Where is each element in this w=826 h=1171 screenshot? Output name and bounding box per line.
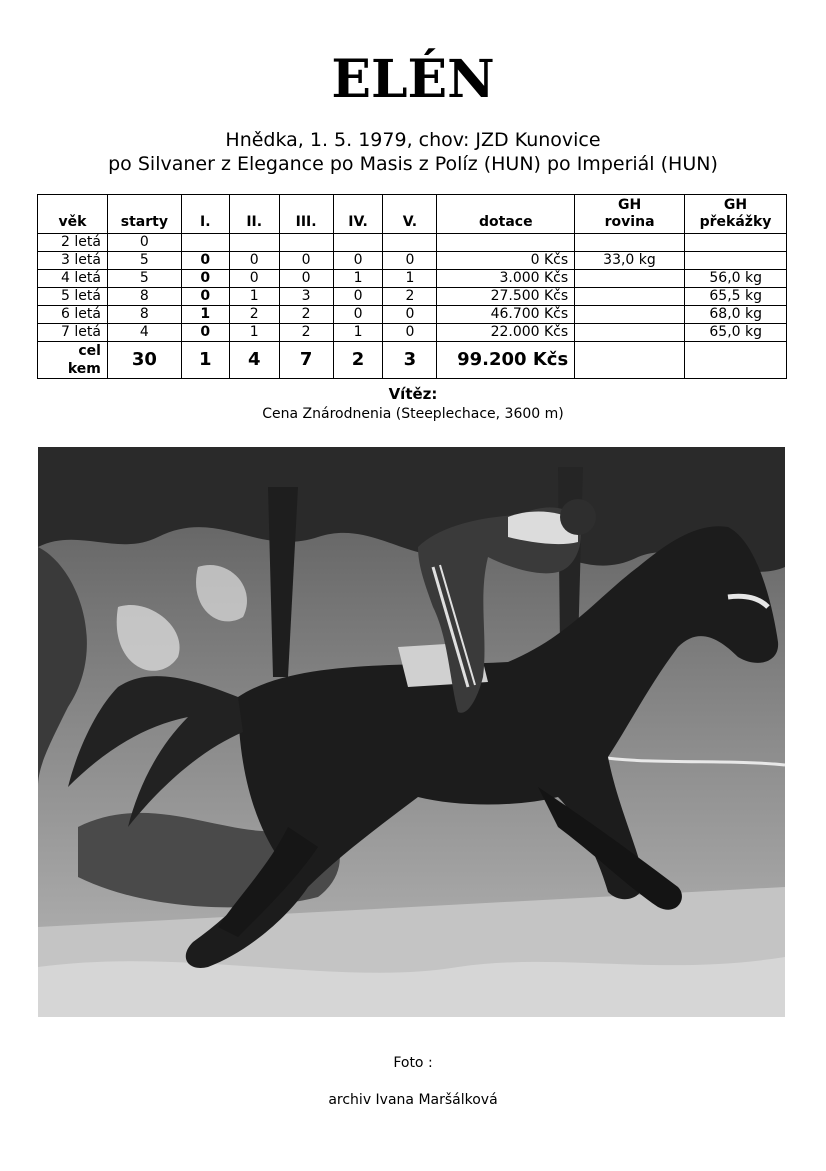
cell-money: 27.500 Kčs bbox=[437, 288, 575, 306]
table-row bbox=[38, 306, 787, 324]
header-flat bbox=[575, 195, 685, 234]
cell-flat bbox=[575, 288, 685, 306]
cell-flat bbox=[575, 234, 685, 252]
cell-place-3: 3 bbox=[279, 288, 333, 306]
header-flat-top: GH bbox=[617, 197, 642, 213]
cell-jump: 56,0 kg bbox=[685, 270, 787, 288]
horse-info-line: Hnědka, 1. 5. 1979, chov: JZD Kunovice bbox=[225, 129, 601, 151]
header-place-4: IV. bbox=[333, 195, 383, 234]
cell-place-4: 0 bbox=[333, 306, 383, 324]
cell-place-3 bbox=[279, 234, 333, 252]
cell-place-3: 2 bbox=[279, 324, 333, 342]
total-label: cel kem bbox=[38, 342, 108, 379]
table-row bbox=[38, 270, 787, 288]
total-place-5: 3 bbox=[383, 342, 437, 379]
cell-place-4 bbox=[333, 234, 383, 252]
cell-starts: 4 bbox=[107, 324, 181, 342]
cell-money: 22.000 Kčs bbox=[437, 324, 575, 342]
total-place-1: 1 bbox=[181, 342, 229, 379]
header-money: dotace bbox=[437, 195, 575, 234]
cell-money: 3.000 Kčs bbox=[437, 270, 575, 288]
cell-place-5: 1 bbox=[383, 270, 437, 288]
cell-jump: 65,0 kg bbox=[685, 324, 787, 342]
cell-flat bbox=[575, 270, 685, 288]
cell-place-1: 0 bbox=[181, 252, 229, 270]
cell-place-1 bbox=[181, 234, 229, 252]
cell-place-3: 0 bbox=[279, 252, 333, 270]
photo-label: Foto : bbox=[393, 1055, 433, 1071]
cell-age: 2 letá bbox=[38, 234, 108, 252]
cell-place-5 bbox=[383, 234, 437, 252]
cell-place-1: 0 bbox=[181, 324, 229, 342]
cell-age: 4 letá bbox=[38, 270, 108, 288]
cell-place-2: 0 bbox=[229, 270, 279, 288]
horse-name: ELÉN bbox=[331, 49, 495, 110]
horse-photo bbox=[38, 447, 785, 1017]
total-flat bbox=[575, 342, 685, 379]
cell-place-2: 1 bbox=[229, 324, 279, 342]
total-place-4: 2 bbox=[333, 342, 383, 379]
header-age: věk bbox=[38, 195, 108, 234]
cell-age: 6 letá bbox=[38, 306, 108, 324]
winner-race: Cena Znárodnenia (Steeplechace, 3600 m) bbox=[262, 406, 564, 422]
cell-starts: 5 bbox=[107, 270, 181, 288]
cell-place-5: 2 bbox=[383, 288, 437, 306]
cell-place-1: 0 bbox=[181, 270, 229, 288]
cell-place-1: 1 bbox=[181, 306, 229, 324]
cell-flat bbox=[575, 306, 685, 324]
total-place-2: 4 bbox=[229, 342, 279, 379]
cell-place-4: 1 bbox=[333, 324, 383, 342]
cell-jump: 65,5 kg bbox=[685, 288, 787, 306]
pedigree-line: po Silvaner z Elegance po Masis z Políz (HUN) po Imperiál (HUN) bbox=[108, 153, 718, 175]
cell-place-4: 0 bbox=[333, 252, 383, 270]
cell-age: 7 letá bbox=[38, 324, 108, 342]
photo-credit: archiv Ivana Maršálková bbox=[328, 1092, 498, 1108]
cell-starts: 8 bbox=[107, 288, 181, 306]
table-row bbox=[38, 252, 787, 270]
cell-money: 0 Kčs bbox=[437, 252, 575, 270]
table-row bbox=[38, 234, 787, 252]
cell-place-4: 0 bbox=[333, 288, 383, 306]
total-place-3: 7 bbox=[279, 342, 333, 379]
cell-place-2 bbox=[229, 234, 279, 252]
cell-starts: 0 bbox=[107, 234, 181, 252]
header-jump bbox=[685, 195, 787, 234]
cell-place-1: 0 bbox=[181, 288, 229, 306]
header-place-5: V. bbox=[383, 195, 437, 234]
cell-money bbox=[437, 234, 575, 252]
total-starts: 30 bbox=[107, 342, 181, 379]
cell-flat bbox=[575, 324, 685, 342]
header-place-1: I. bbox=[181, 195, 229, 234]
cell-place-5: 0 bbox=[383, 324, 437, 342]
header-jump-bottom: překážky bbox=[699, 214, 772, 230]
cell-place-2: 0 bbox=[229, 252, 279, 270]
table-total-row bbox=[38, 342, 787, 379]
cell-starts: 8 bbox=[107, 306, 181, 324]
cell-age: 5 letá bbox=[38, 288, 108, 306]
header-flat-bottom: rovina bbox=[604, 214, 655, 230]
winner-label: Vítěz: bbox=[388, 385, 438, 403]
cell-place-4: 1 bbox=[333, 270, 383, 288]
total-money: 99.200 Kčs bbox=[437, 342, 575, 379]
table-header-row bbox=[38, 195, 787, 234]
header-place-2: II. bbox=[229, 195, 279, 234]
cell-flat: 33,0 kg bbox=[575, 252, 685, 270]
cell-money: 46.700 Kčs bbox=[437, 306, 575, 324]
cell-place-3: 2 bbox=[279, 306, 333, 324]
cell-jump bbox=[685, 234, 787, 252]
cell-age: 3 letá bbox=[38, 252, 108, 270]
header-jump-top: GH bbox=[723, 197, 748, 213]
cell-jump: 68,0 kg bbox=[685, 306, 787, 324]
cell-starts: 5 bbox=[107, 252, 181, 270]
race-stats-table bbox=[37, 194, 787, 379]
cell-place-2: 1 bbox=[229, 288, 279, 306]
cell-place-3: 0 bbox=[279, 270, 333, 288]
cell-place-5: 0 bbox=[383, 252, 437, 270]
table-row bbox=[38, 288, 787, 306]
cell-jump bbox=[685, 252, 787, 270]
cell-place-5: 0 bbox=[383, 306, 437, 324]
total-jump bbox=[685, 342, 787, 379]
header-starts: starty bbox=[107, 195, 181, 234]
table-row bbox=[38, 324, 787, 342]
cell-place-2: 2 bbox=[229, 306, 279, 324]
header-place-3: III. bbox=[279, 195, 333, 234]
